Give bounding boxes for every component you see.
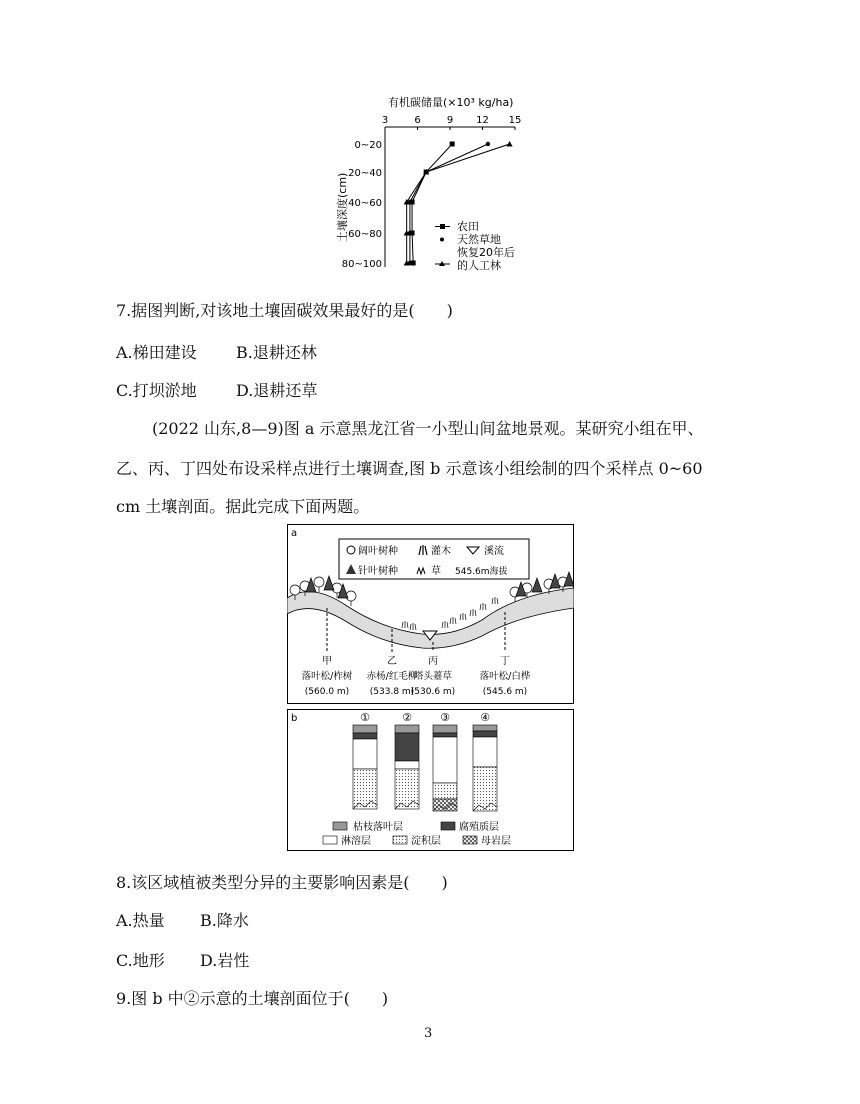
profile-layer (353, 725, 377, 733)
figure-a-landscape (287, 524, 574, 704)
profile-column-label: ① (360, 711, 370, 724)
q9-stem: 9.图 b 中②示意的土壤剖面位于( ) (116, 989, 389, 1008)
sample-point-species: 落叶松/柞树 (301, 671, 353, 682)
figure-b-label: b (291, 713, 298, 724)
q7-option-d: D.退耕还草 (236, 381, 318, 400)
legend-entry: 恢复20年后 (457, 246, 515, 259)
profile-layer (433, 725, 457, 733)
chart-title: 有机碳储量(×10³ kg/ha) (388, 96, 514, 109)
sample-point-altitude: (545.6 m) (482, 687, 528, 697)
y-tick-label: 40~60 (348, 198, 382, 209)
profile-layer (433, 733, 457, 737)
profile-layer (473, 725, 497, 731)
intro-line-3: cm 土壤剖面。据此完成下面两题。 (116, 497, 370, 516)
profile-column-label: ③ (440, 711, 450, 724)
y-tick-label: 20~40 (348, 168, 382, 179)
q7-option-c: C.打坝淤地 (116, 381, 197, 400)
y-tick-label: 0~20 (354, 140, 382, 151)
sample-point-altitude: (560.0 m) (304, 687, 350, 697)
legend-entry: 农田 (457, 220, 479, 233)
series-line (412, 144, 452, 263)
legend-broadleaf: 阔叶树种 (358, 546, 398, 557)
soil-carbon-chart (330, 92, 540, 282)
x-tick-label: 12 (476, 115, 489, 126)
y-tick-label: 60~80 (348, 229, 382, 240)
sample-point-species: 赤杨/红毛柳 (366, 671, 418, 682)
profile-layer (353, 739, 377, 769)
sample-point-name: 丁 (500, 656, 510, 667)
broadleaf-tree-icon (290, 585, 300, 595)
profile-layer (353, 733, 377, 739)
legend-eluvial: 淋溶层 (341, 836, 371, 847)
profile-layer (473, 731, 497, 737)
legend-humus: 腐殖质层 (459, 822, 499, 833)
q7-stem: 7.据图判断,对该地土壤固碳效果最好的是( ) (116, 301, 453, 320)
x-tick-label: 9 (446, 115, 454, 126)
sample-point-species: 塔头薹草 (413, 671, 453, 682)
sample-point-name: 乙 (387, 656, 397, 667)
profile-column-label: ② (402, 711, 412, 724)
point-square (450, 142, 455, 147)
legend-entry: 天然草地 (457, 233, 501, 246)
profile-layer (473, 737, 497, 767)
profile-layer (395, 769, 419, 809)
profile-layer (395, 725, 419, 733)
legend-circle (440, 238, 444, 242)
legend-conifer: 针叶树种 (358, 566, 398, 577)
profile-layer (395, 733, 419, 761)
page-number: 3 (424, 1026, 433, 1041)
profile-column-label: ④ (480, 711, 490, 724)
intro-line-2: 乙、丙、丁四处布设采样点进行土壤调查,图 b 示意该小组绘制的四个采样点 0~60 (116, 459, 703, 478)
legend-parent: 母岩层 (481, 836, 511, 847)
q8-stem: 8.该区域植被类型分异的主要影响因素是( ) (116, 873, 448, 892)
y-tick-label: 80~100 (341, 259, 382, 270)
legend-shrub: 灌木 (431, 546, 451, 557)
x-tick-label: 3 (381, 115, 389, 126)
q7-option-b: B.退耕还林 (236, 343, 317, 362)
sample-point-species: 落叶松/白桦 (479, 671, 531, 682)
chart-ylabel: 土壤深度(cm) (336, 172, 349, 242)
legend-stream: 溪流 (484, 546, 504, 557)
x-tick-label: 6 (414, 115, 421, 126)
profile-layer (353, 769, 377, 809)
legend-litter: 枯枝落叶层 (353, 822, 403, 833)
sample-point-altitude: (533.8 m) (369, 687, 415, 697)
legend-grass: 草 (431, 566, 441, 577)
figure-b-profiles (287, 709, 574, 851)
profile-layer (433, 783, 457, 799)
sample-point-altitude: (530.6 m) (410, 687, 456, 697)
figure-a-label: a (291, 528, 298, 539)
legend-entry: 的人工林 (457, 259, 501, 272)
broadleaf-tree-icon (314, 577, 324, 587)
profile-layer (395, 761, 419, 769)
intro-line-1: (2022 山东,8—9)图 a 示意黑龙江省一小型山间盆地景观。某研究小组在甲、 (152, 419, 704, 438)
sample-point-name: 丙 (428, 656, 438, 667)
sample-point-name: 甲 (322, 656, 332, 667)
q8-option-c: C.地形 (116, 951, 165, 970)
profile-layer (433, 737, 457, 783)
legend-illuvial: 淀积层 (411, 836, 441, 847)
q8-option-d: D.岩性 (200, 951, 250, 970)
point-triangle (507, 141, 513, 147)
q8-option-b: B.降水 (200, 911, 249, 930)
point-circle (486, 142, 490, 146)
q8-option-a: A.热量 (116, 911, 165, 930)
legend-altitude: 545.6m海拔 (455, 567, 508, 577)
x-tick-label: 15 (508, 115, 522, 126)
q7-option-a: A.梯田建设 (116, 343, 197, 362)
